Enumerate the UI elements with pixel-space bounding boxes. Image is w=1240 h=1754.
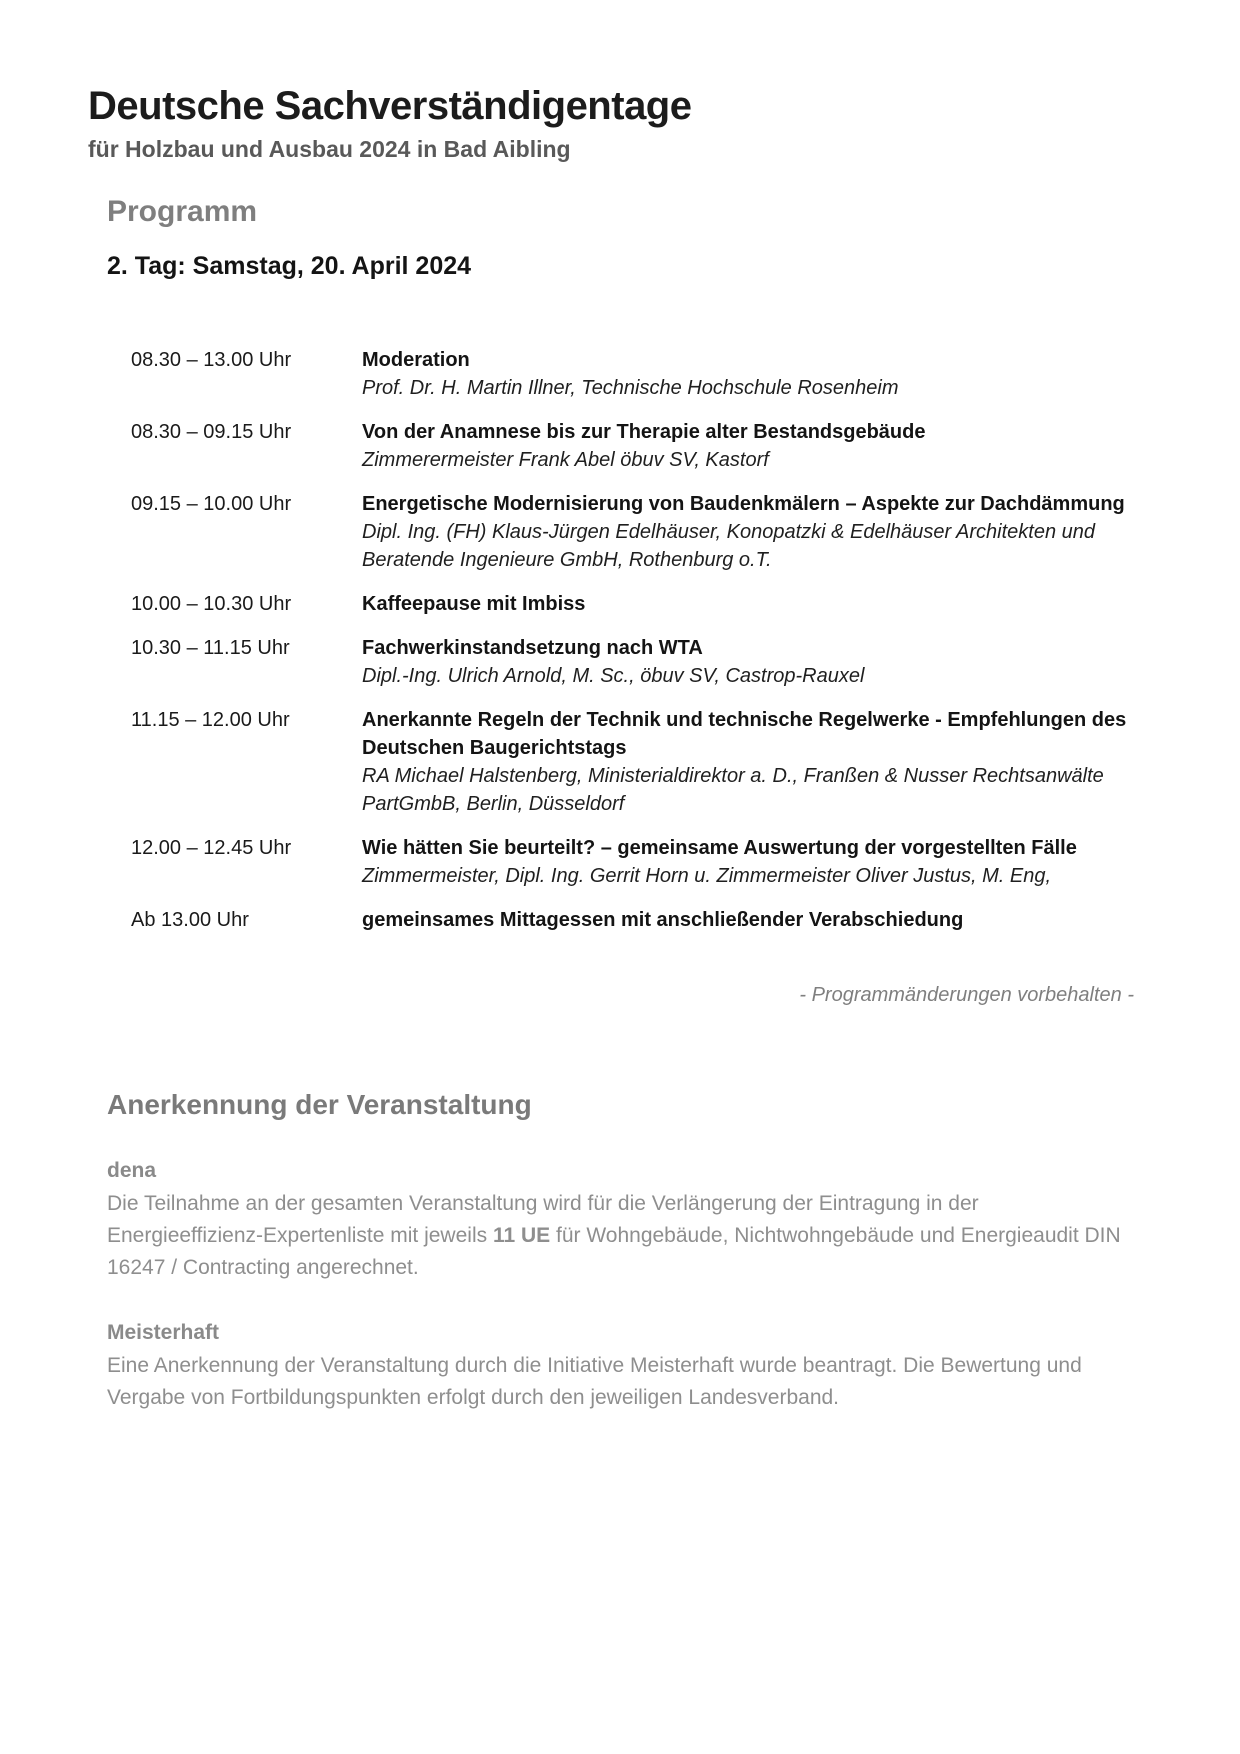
- talk: [362, 418, 1140, 474]
- talk: [362, 490, 1140, 574]
- schedule-row: [131, 706, 1140, 818]
- program-heading: Programm: [107, 195, 258, 228]
- time-slot: Ab 13.00 Uhr: [131, 909, 249, 931]
- talk: [362, 346, 1140, 402]
- talk: [362, 590, 1140, 618]
- talk: [362, 634, 1140, 690]
- talk-speaker: RA Michael Halstenberg, Ministerialdirektor a. D., Franßen & Nusser Rechtsanwälte PartGmbB, Berlin, Düsseldorf: [362, 765, 1104, 815]
- document-subtitle: für Holzbau und Ausbau 2024 in Bad Aibling: [88, 136, 571, 162]
- talk-title: Von der Anamnese bis zur Therapie alter Bestandsgebäude: [362, 421, 926, 443]
- schedule-row: [131, 834, 1140, 890]
- talk-title: Kaffeepause mit Imbiss: [362, 593, 586, 615]
- time-slot: 10.30 – 11.15 Uhr: [131, 637, 290, 659]
- talk-title: Anerkannte Regeln der Technik und technische Regelwerke - Empfehlungen des Deutschen Baugerichtstags: [362, 709, 1127, 759]
- dena-units: 11 UE: [492, 1224, 551, 1247]
- schedule-row: [131, 418, 1140, 474]
- talk-speaker: Zimmermeister, Dipl. Ing. Gerrit Horn u. Zimmermeister Oliver Justus, M. Eng,: [362, 865, 1052, 887]
- schedule-row: [131, 634, 1140, 690]
- meisterhaft-text: Eine Anerkennung der Veranstaltung durch die Initiative Meisterhaft wurde beantragt. Die Bewertung und Vergabe von Fortbildungspunkten erfolgt durch den jeweiligen Landesverband.: [107, 1354, 1082, 1409]
- time-slot: 09.15 – 10.00 Uhr: [131, 493, 292, 515]
- talk-title: Moderation: [362, 349, 470, 371]
- program-schedule: [131, 346, 1140, 934]
- recognition-block-meisterhaft: [107, 1320, 1140, 1414]
- talk-speaker: Dipl. Ing. (FH) Klaus-Jürgen Edelhäuser, Konopatzki & Edelhäuser Architekten und Beratende Ingenieure GmbH, Rothenburg o.T.: [362, 521, 1095, 571]
- schedule-row: [131, 906, 1140, 934]
- schedule-row: [131, 490, 1140, 574]
- time-slot: 11.15 – 12.00 Uhr: [131, 709, 290, 731]
- recognition-heading: Anerkennung der Veranstaltung: [107, 1089, 532, 1120]
- talk-speaker: Zimmerermeister Frank Abel öbuv SV, Kastorf: [362, 449, 769, 471]
- talk-title: gemeinsames Mittagessen mit anschließender Verabschiedung: [362, 909, 964, 931]
- document-title: Deutsche Sachverständigentage: [88, 84, 692, 128]
- talk-speaker: Dipl.-Ing. Ulrich Arnold, M. Sc., öbuv SV, Castrop-Rauxel: [362, 665, 865, 687]
- dena-label: dena: [107, 1159, 157, 1182]
- talk-speaker: Prof. Dr. H. Martin Illner, Technische Hochschule Rosenheim: [362, 377, 899, 399]
- dena-text-after: für Wohngebäude, Nichtwohngebäude und Energieaudit DIN 16247 / Contracting angerechnet.: [107, 1224, 1121, 1279]
- schedule-row: [131, 346, 1140, 402]
- recognition-block-dena: [107, 1158, 1140, 1284]
- meisterhaft-label: Meisterhaft: [107, 1321, 220, 1344]
- talk-title: Energetische Modernisierung von Baudenkmälern – Aspekte zur Dachdämmung: [362, 493, 1125, 515]
- talk: [362, 706, 1140, 818]
- talk: [362, 906, 1140, 934]
- dena-text-before: Die Teilnahme an der gesamten Veranstaltung wird für die Verlängerung der Eintragung in der Energieeffizienz-Expertenliste mit jeweils: [107, 1192, 979, 1247]
- talk-title: Fachwerkinstandsetzung nach WTA: [362, 637, 703, 659]
- day-heading: 2. Tag: Samstag, 20. April 2024: [107, 252, 472, 280]
- time-slot: 12.00 – 12.45 Uhr: [131, 837, 292, 859]
- schedule-row: [131, 590, 1140, 618]
- time-slot: 10.00 – 10.30 Uhr: [131, 593, 292, 615]
- talk-title: Wie hätten Sie beurteilt? – gemeinsame Auswertung der vorgestellten Fälle: [362, 837, 1077, 859]
- time-slot: 08.30 – 09.15 Uhr: [131, 421, 292, 443]
- dena-text: [107, 1188, 1140, 1284]
- program-change-note: - Programmänderungen vorbehalten -: [799, 984, 1134, 1006]
- talk: [362, 834, 1140, 890]
- time-slot: 08.30 – 13.00 Uhr: [131, 349, 292, 371]
